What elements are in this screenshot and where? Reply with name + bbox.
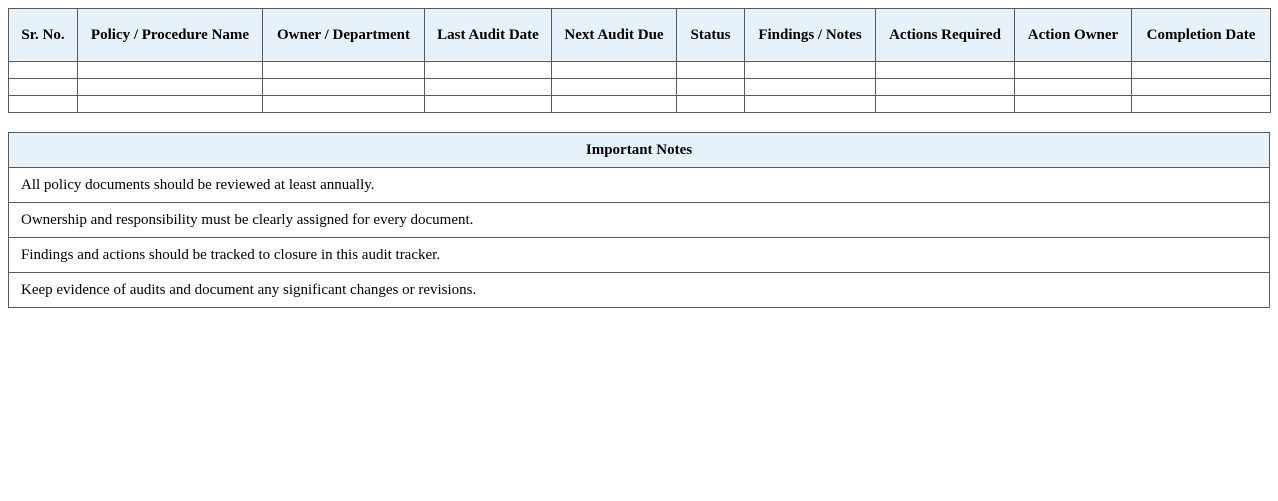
notes-header-row xyxy=(9,133,1270,168)
header-actions-required: Actions Required xyxy=(876,9,1015,62)
header-policy-name: Policy / Procedure Name xyxy=(78,9,263,62)
table-row xyxy=(9,96,1271,113)
table-cell[interactable] xyxy=(425,96,552,113)
table-cell[interactable] xyxy=(745,62,876,79)
table-cell[interactable] xyxy=(263,62,425,79)
table-cell[interactable] xyxy=(552,62,677,79)
table-cell[interactable] xyxy=(876,79,1015,96)
table-cell[interactable] xyxy=(9,62,78,79)
table-cell[interactable] xyxy=(1132,79,1271,96)
note-text: Findings and actions should be tracked to closure in this audit tracker. xyxy=(9,238,1270,273)
table-cell[interactable] xyxy=(1015,62,1132,79)
table-cell[interactable] xyxy=(677,62,745,79)
table-cell[interactable] xyxy=(876,96,1015,113)
list-item xyxy=(9,203,1270,238)
note-text: Keep evidence of audits and document any significant changes or revisions. xyxy=(9,273,1270,308)
table-cell[interactable] xyxy=(425,79,552,96)
table-cell[interactable] xyxy=(552,96,677,113)
table-cell[interactable] xyxy=(263,96,425,113)
table-cell[interactable] xyxy=(745,79,876,96)
header-findings-notes: Findings / Notes xyxy=(745,9,876,62)
table-cell[interactable] xyxy=(1132,96,1271,113)
header-status: Status xyxy=(677,9,745,62)
note-text: Ownership and responsibility must be clearly assigned for every document. xyxy=(9,203,1270,238)
list-item xyxy=(9,273,1270,308)
table-row xyxy=(9,79,1271,96)
header-last-audit-date: Last Audit Date xyxy=(425,9,552,62)
notes-title: Important Notes xyxy=(9,133,1270,168)
table-cell[interactable] xyxy=(9,79,78,96)
header-next-audit-due: Next Audit Due xyxy=(552,9,677,62)
list-item xyxy=(9,168,1270,203)
table-cell[interactable] xyxy=(876,62,1015,79)
table-cell[interactable] xyxy=(78,96,263,113)
header-completion-date: Completion Date xyxy=(1132,9,1271,62)
header-owner-department: Owner / Department xyxy=(263,9,425,62)
table-row xyxy=(9,62,1271,79)
tracker-header-row xyxy=(9,9,1271,62)
table-cell[interactable] xyxy=(745,96,876,113)
table-cell[interactable] xyxy=(425,62,552,79)
list-item xyxy=(9,238,1270,273)
table-cell[interactable] xyxy=(9,96,78,113)
table-cell[interactable] xyxy=(1015,79,1132,96)
header-sr-no: Sr. No. xyxy=(9,9,78,62)
table-cell[interactable] xyxy=(677,79,745,96)
table-cell[interactable] xyxy=(552,79,677,96)
table-cell[interactable] xyxy=(263,79,425,96)
table-cell[interactable] xyxy=(1132,62,1271,79)
important-notes-table xyxy=(8,132,1270,308)
table-cell[interactable] xyxy=(1015,96,1132,113)
header-action-owner: Action Owner xyxy=(1015,9,1132,62)
table-cell[interactable] xyxy=(78,62,263,79)
note-text: All policy documents should be reviewed at least annually. xyxy=(9,168,1270,203)
table-cell[interactable] xyxy=(677,96,745,113)
table-cell[interactable] xyxy=(78,79,263,96)
document-page xyxy=(8,8,1270,308)
audit-tracker-table xyxy=(8,8,1271,113)
